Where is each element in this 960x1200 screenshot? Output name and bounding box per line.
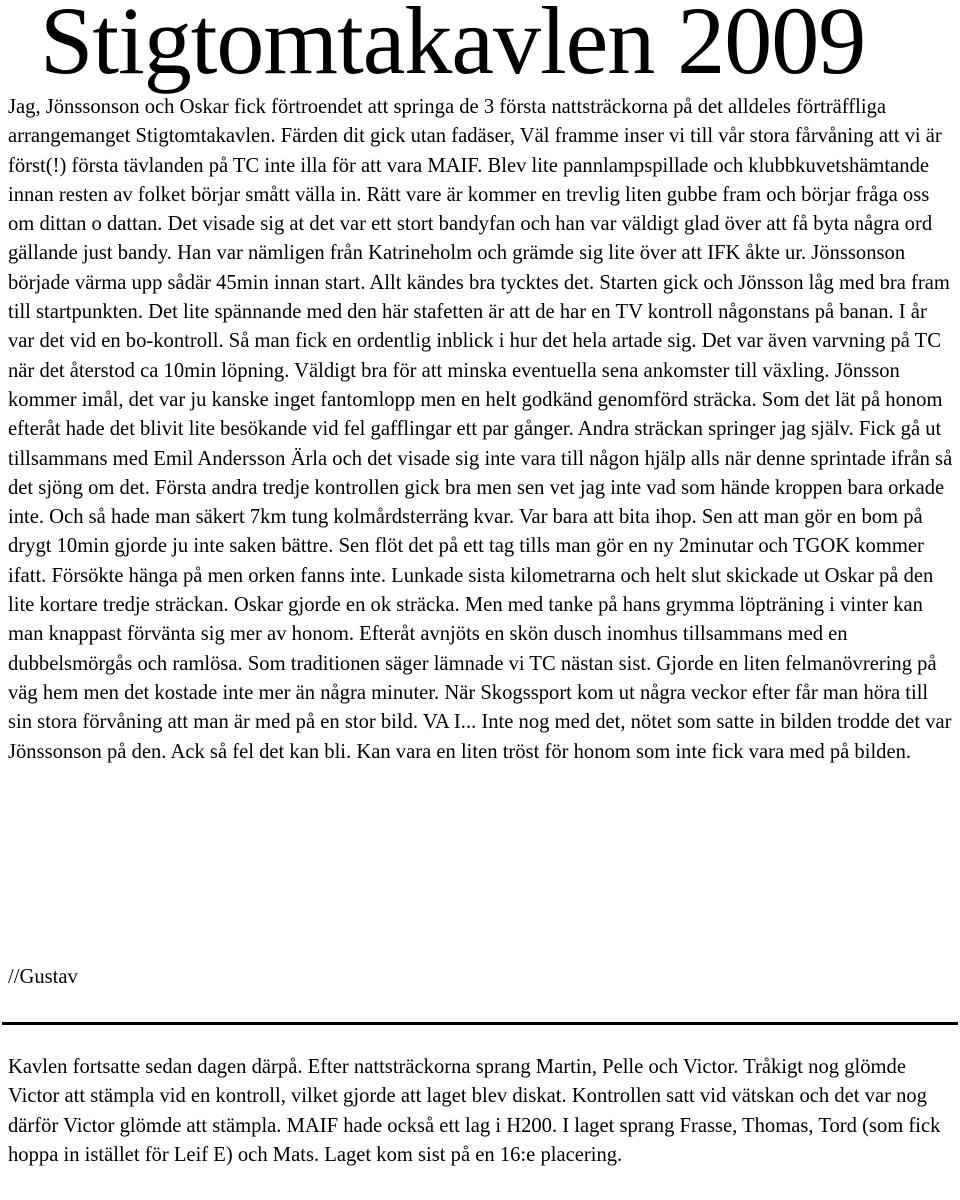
article-postscript: Kavlen fortsatte sedan dagen därpå. Efter nattsträckorna sprang Martin, Pelle och Victor. Tråkigt nog glömde Victor att stämpla vid en kontroll, vilket gjorde att laget blev diskat. Kontrollen satt vid vätskan och det var nog därför Victor glömde att stämpla. MAIF hade också ett lag i H200. I laget sprang Frasse, Thomas, Tord (som fick hoppa in istället för Leif E) och Mats. Laget kom sist på en 16:e placering. <box>8 1056 941 1166</box>
page-title: Stigtomtakavlen 2009 <box>40 0 866 94</box>
article-body: Jag, Jönssonson och Oskar fick förtroendet att springa de 3 första nattsträckorna på det alldeles förträffliga arrangemanget Stigtomtakavlen. Färden dit gick utan fadäser, Väl framme inser vi till vår stora fårvåning att vi är först(!) första tävlanden på TC inte illa för att vara MAIF. Blev lite pannlampspillade och klubbkuvetshämtande innan resten av folket börjar smått välla in. Rätt vare är kommer en trevlig liten gubbe fram och börjar fråga oss om dittan o dattan. Det visade sig at det var ett stort bandyfan och han var väldigt glad över att få byta några ord gällande just bandy. Han var nämligen från Katrineholm och grämde sig lite över att IFK åkte ur. Jönssonson började värma upp sådär 45min innan start. Allt kändes bra tycktes det. Starten gick och Jönsson låg med bra fram till startpunkten. Det lite spännande med den här stafetten är att de har en TV kontroll någonstans på banan. I år var det vid en bo-kontroll. Så man fick en ordentlig inblick i hur det hela artade sig. Det var även varvning på TC när det återstod ca 10min löpning. Väldigt bra för att minska eventuella sena ankomster till växling. Jönsson kommer imål, det var ju kanske inget fantomlopp men en helt godkänd genomförd sträcka. Som det lät på honom efteråt hade det blivit lite besökande vid fel gafflingar ett par gånger. Andra sträckan springer jag själv. Fick gå ut tillsammans med Emil Andersson Ärla och det visade sig inte vara till någon hjälp alls när denne sprintade ifrån så det sjöng om det. Första andra tredje kontrollen gick bra men sen vet jag inte vad som hände kroppen bara orkade inte. Och så hade man säkert 7km tung kolmårdsterräng kvar. Var bara att bita ihop. Sen att man gör en bom på drygt 10min gjorde ju inte saken bättre. Sen flöt det på ett tag tills man gör en ny 2minutar och TGOK kommer ifatt. Försökte hänga på men orken fanns inte. Lunkade sista kilometrarna och helt slut skickade ut Oskar på den lite kortare tredje sträckan. Oskar gjorde en ok sträcka. Men med tanke på hans grymma löpträning i vinter kan man knappast förvänta sig mer av honom. Efteråt avnjöts en skön dusch inomhus tillsammans med en dubbelsmörgås och ramlösa. Som traditionen säger lämnade vi TC nästan sist. Gjorde en liten felmanövrering på väg hem men det kostade inte mer än några minuter. När Skogssport kom ut några veckor efter får man höra till sin stora förvåning att man är med på en stor bild. VA I... Inte nog med det, nötet som satte in bilden trodde det var Jönssonson på den. Ack så fel det kan bli. Kan vara en liten tröst för honom som inte fick vara med på bilden. <box>8 96 953 763</box>
author-signature: //Gustav <box>8 966 78 988</box>
horizontal-divider <box>2 1022 958 1025</box>
